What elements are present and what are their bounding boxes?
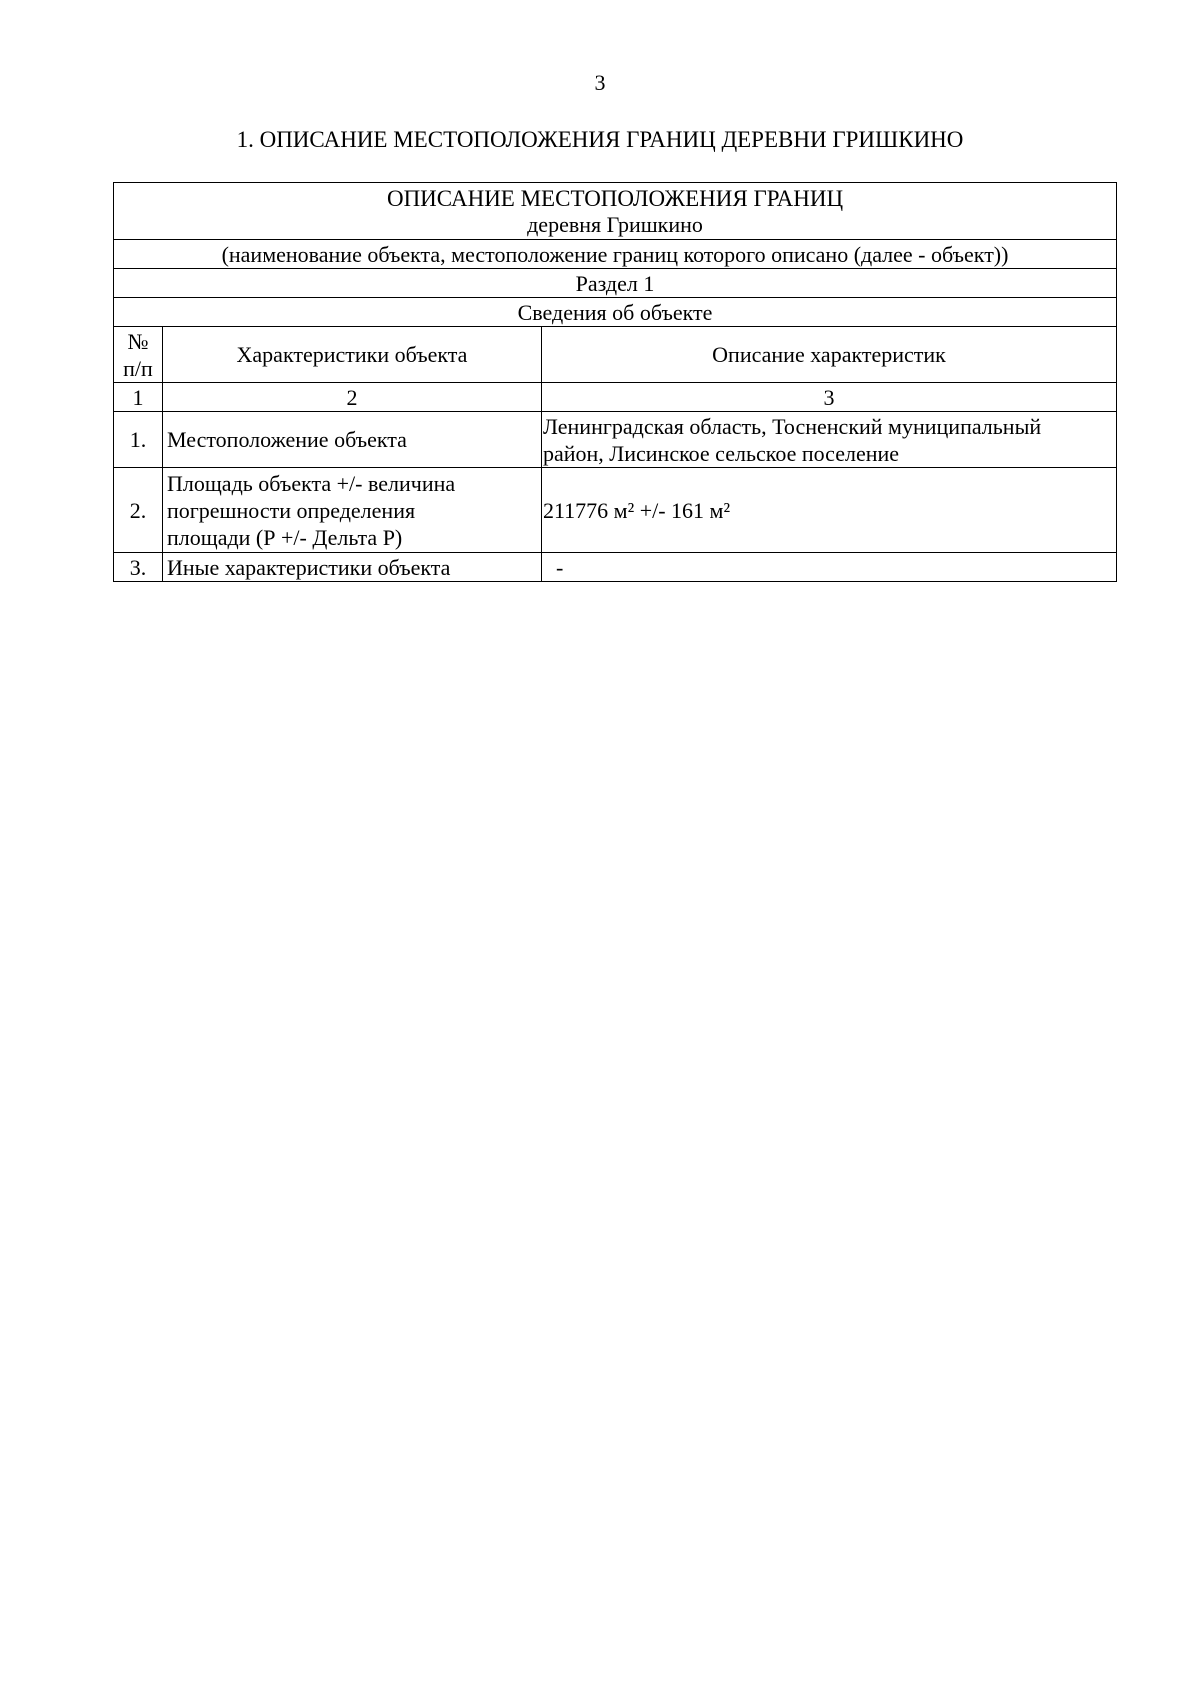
table-heading-cell — [114, 183, 1117, 240]
table-heading-row — [114, 183, 1117, 240]
column-header-number — [114, 327, 163, 383]
column-number-row — [114, 383, 1117, 412]
row-value: - — [542, 553, 1117, 582]
section-label: Раздел 1 — [114, 269, 1117, 298]
column-number-1: 1 — [114, 383, 163, 412]
row-value — [542, 412, 1117, 468]
object-name: деревня Гришкино — [527, 212, 703, 237]
row-characteristic-line2: погрешности определения — [167, 497, 416, 523]
page-number: 3 — [594, 70, 606, 95]
column-number-3: 3 — [542, 383, 1117, 412]
row-value-line1: Ленинградская область, Тосненский муниципальный — [543, 413, 1042, 439]
row-number: 2. — [114, 468, 163, 553]
column-number-2: 2 — [163, 383, 542, 412]
section-title: Сведения об объекте — [114, 298, 1117, 327]
document-title: 1. ОПИСАНИЕ МЕСТОПОЛОЖЕНИЯ ГРАНИЦ ДЕРЕВНИ ГРИШКИНО — [236, 127, 964, 152]
object-info-table — [113, 182, 1117, 582]
row-value: 211776 м² +/- 161 м² — [542, 468, 1117, 553]
row-characteristic: Иные характеристики объекта — [163, 553, 542, 582]
object-caption-row — [114, 240, 1117, 269]
row-value-line2: район, Лисинское сельское поселение — [543, 440, 900, 466]
row-characteristic-line3: площади (Р +/- Дельта Р) — [167, 524, 403, 550]
table-row — [114, 468, 1117, 553]
object-caption: (наименование объекта, местоположение границ которого описано (далее - объект)) — [114, 240, 1117, 269]
row-number: 3. — [114, 553, 163, 582]
section-title-row — [114, 298, 1117, 327]
table-row — [114, 553, 1117, 582]
column-header-row — [114, 327, 1117, 383]
row-number: 1. — [114, 412, 163, 468]
table-heading: ОПИСАНИЕ МЕСТОПОЛОЖЕНИЯ ГРАНИЦ — [386, 186, 844, 211]
column-header-number-line2: п/п — [123, 355, 153, 381]
table-row — [114, 412, 1117, 468]
column-header-number-line1: № — [127, 328, 149, 354]
column-header-characteristics: Характеристики объекта — [163, 327, 542, 383]
section-row — [114, 269, 1117, 298]
row-characteristic — [163, 468, 542, 553]
column-header-description: Описание характеристик — [542, 327, 1117, 383]
row-characteristic: Местоположение объекта — [163, 412, 542, 468]
row-characteristic-line1: Площадь объекта +/- величина — [167, 470, 456, 496]
